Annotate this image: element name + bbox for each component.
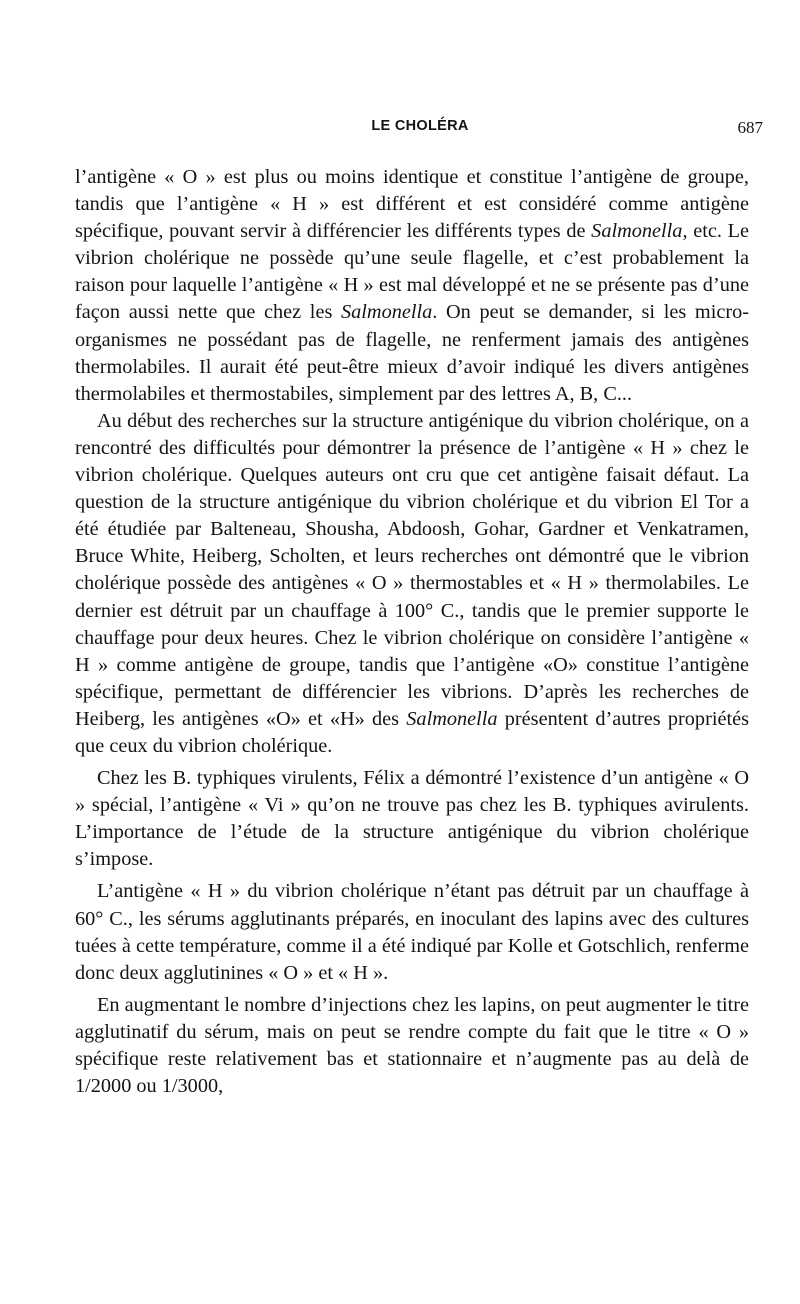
running-head (75, 118, 765, 142)
text-run: Au début des recherches sur la structure antigénique du vibrion cholérique, on a rencontré des difficultés pour démontrer la présence de l’antigène « H » chez le vibrion cholérique. Quelques auteurs ont cru que cet antigène faisait défaut. La question de la structure antigénique du vibrion cholérique et du vibrion El Tor a été étudiée par Balteneau, Shousha, Abdoosh, Gohar, Gardner et Venkatramen, Bruce White, Heiberg, Scholten, et leurs recherches ont démontré que le vibrion cholérique possède des antigènes « O » thermostables et « H » thermolabiles. Le dernier est détruit par un chauffage à 100° C., tandis que le premier supporte le chauffage pour deux heures. Chez le vibrion cholérique on considère l’antigène « H » comme antigène de groupe, tandis que l’antigène «O» constitue l’antigène spécifique, permettant de différencier les vibrions. D’après les recherches de Heiberg, les antigènes «O» et «H» des (75, 409, 749, 730)
italic-run: Salmonella (591, 220, 683, 243)
text-run: En augmentant le nombre d’injections chez les lapins, on peut augmenter le titre agglutinatif du sérum, mais on peut se rendre compte du fait que le titre « O » spécifique reste relativement bas et stationnaire et n’augmente pas au delà de 1/2000 ou 1/3000, (75, 993, 749, 1098)
paragraph (75, 164, 749, 408)
text-run: Chez les B. typhiques virulents, Félix a démontré l’existence d’un antigène « O » spécial, l’antigène « Vi » qu’on ne trouve pas chez les B. typhiques avirulents. L’importance de l’étude de la structure antigénique du vibrion cholérique s’impose. (75, 767, 749, 871)
page-number: 687 (737, 118, 763, 137)
text-run: L’antigène « H » du vibrion cholérique n’étant pas détruit par un chauffage à 60° C., les sérums agglutinants préparés, en inoculant des lapins avec des cultures tuées à cette température, comme il a été indiqué par Kolle et Gotschlich, renferme donc deux agglutinines « O » et « H ». (75, 880, 749, 984)
text-run: présentent d’autres propriétés que ceux du vibrion cholérique. (75, 707, 749, 757)
paragraph (75, 765, 749, 873)
italic-run: Salmonella (341, 301, 433, 324)
text-run: l’antigène « O » est plus ou moins identique et constitue l’antigène de groupe, tandis que l’antigène « H » est différent et est considéré comme antigène spécifique, pouvant servir à différencier les différents types de (75, 166, 749, 243)
body-text (75, 164, 749, 1100)
paragraph (75, 878, 749, 986)
text-run: . On peut se demander, si les micro-organismes ne possédant pas de flagelle, ne renferment jamais des antigènes thermolabiles. Il aurait été peut-être mieux d’avoir indiqué les divers antigènes thermolabiles et thermostabiles, simplement par des lettres A, B, C... (75, 301, 749, 405)
paragraph (75, 408, 749, 760)
text-run: , etc. Le vibrion cholérique ne possède qu’une seule flagelle, et c’est probablement la raison pour laquelle l’antigène « H » est mal développé et ne se présente pas d’une façon aussi nette que chez les (75, 220, 749, 324)
italic-run: Salmonella (406, 707, 498, 730)
paragraph (75, 992, 749, 1100)
running-title: LE CHOLÉRA (371, 118, 469, 134)
